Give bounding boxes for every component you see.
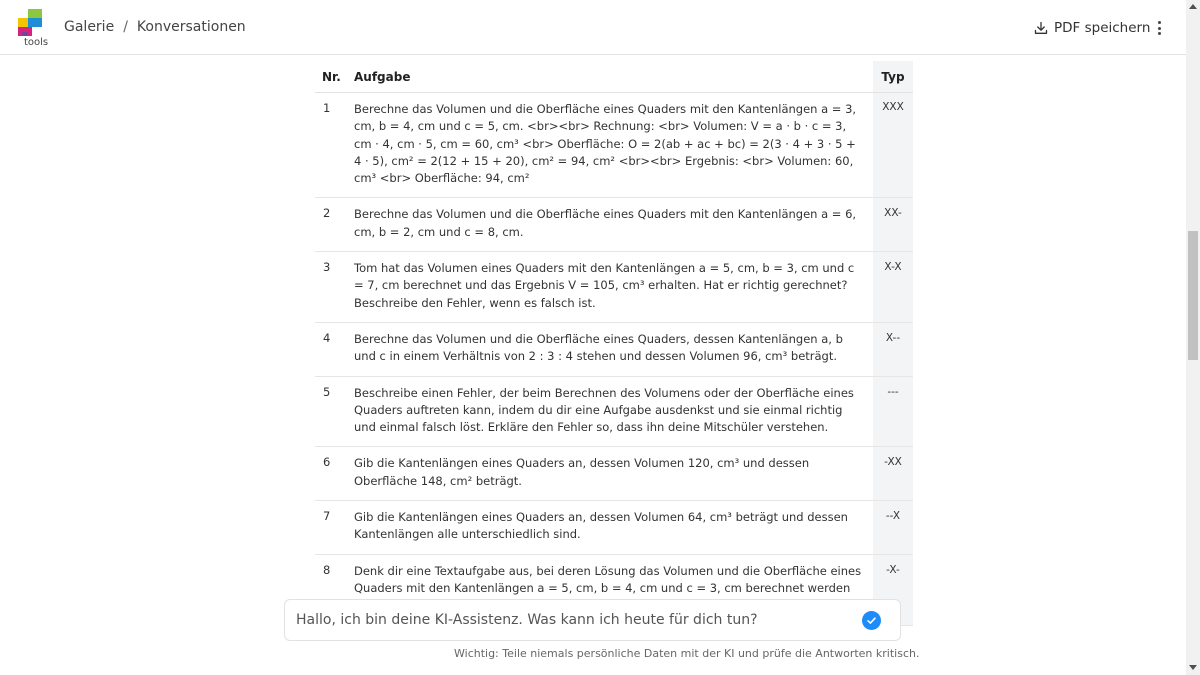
row-number: 3 [315, 252, 345, 323]
task-text: Gib die Kantenlängen eines Quaders an, dessen Volumen 64, cm³ beträgt und dessen Kantenlängen alle unterschiedlich sind. [345, 501, 873, 555]
chat-input-box [284, 599, 901, 641]
table-row [315, 322, 913, 376]
save-pdf-button[interactable] [1034, 17, 1150, 39]
task-text: Beschreibe einen Fehler, der beim Berechnen des Volumens oder der Oberfläche eines Quaders auftreten kann, indem du dir eine Aufgabe ausdenkst und sie einmal richtig und einmal falsch löst. Erkläre den Fehler so, dass ihn deine Mitschüler verstehen. [345, 376, 873, 447]
task-table-container [315, 61, 913, 595]
table-row [315, 198, 913, 252]
task-table [315, 61, 913, 626]
task-type: XX- [873, 198, 913, 252]
row-number: 2 [315, 198, 345, 252]
logo-square-purple [22, 32, 28, 36]
breadcrumb [64, 19, 246, 35]
task-text: Gib die Kantenlängen eines Quaders an, dessen Volumen 120, cm³ und dessen Oberfläche 148, cm² beträgt. [345, 447, 873, 501]
breadcrumb-separator: / [123, 19, 128, 35]
column-header-nr: Nr. [315, 61, 345, 93]
task-type: XXX [873, 93, 913, 198]
row-number: 5 [315, 376, 345, 447]
table-row [315, 376, 913, 447]
column-header-type: Typ [873, 61, 913, 93]
table-row [315, 93, 913, 198]
task-text: Tom hat das Volumen eines Quaders mit den Kantenlängen a = 5, cm, b = 3, cm und c = 7, cm berechnet und das Ergebnis V = 105, cm³ erhalten. Hat er richtig gerechnet? Beschreibe den Fehler, wenn es falsch ist. [345, 252, 873, 323]
task-type: -X- [873, 554, 913, 625]
row-number: 1 [315, 93, 345, 198]
download-icon [1034, 21, 1048, 35]
task-type: X-X [873, 252, 913, 323]
chat-input[interactable] [296, 600, 856, 640]
row-number: 8 [315, 554, 345, 625]
table-row [315, 252, 913, 323]
privacy-disclaimer: Wichtig: Teile niemals persönliche Daten mit der KI und prüfe die Antworten kritisch. [454, 647, 920, 660]
logo-square-green [28, 9, 42, 18]
task-type: --X [873, 501, 913, 555]
column-header-task: Aufgabe [345, 61, 873, 93]
task-text: Denk dir eine Textaufgabe aus, bei deren Lösung das Volumen und die Oberfläche eines Quaders mit den Kantenlängen a = 5, cm, b = 4, cm und c = 3, cm berechnet werden [345, 554, 873, 625]
scroll-down-arrow-icon[interactable] [1189, 665, 1197, 670]
more-options-icon[interactable] [1152, 17, 1166, 39]
page-scrollbar[interactable] [1186, 0, 1200, 675]
task-type: -XX [873, 447, 913, 501]
save-pdf-label: PDF speichern [1054, 20, 1151, 36]
table-header-row [315, 61, 913, 93]
logo-square-yellow [18, 18, 28, 27]
task-type: X-- [873, 322, 913, 376]
task-text: Berechne das Volumen und die Oberfläche eines Quaders mit den Kantenlängen a = 6, cm, b = 2, cm und c = 8, cm. [345, 198, 873, 252]
row-number: 7 [315, 501, 345, 555]
scroll-up-arrow-icon[interactable] [1189, 4, 1197, 9]
task-text: Berechne das Volumen und die Oberfläche eines Quaders mit den Kantenlängen a = 3, cm, b = 4, cm und c = 5, cm. <br><br> Rechnung: <br> Volumen: V = a · b · c = 3, cm · 4, cm · 5, cm = 60, cm³ <br> Oberfläche: O = 2(ab + ac + bc) = 2(3 · 4 + 3 · 5 + 4 · 5), cm² = 2(12 + 15 + 20), cm² = 94, cm² <br><br> Ergebnis: <br> Volumen: 60, cm³ <br> Oberfläche: 94, cm² [345, 93, 873, 198]
logo-square-blue [28, 18, 42, 27]
table-row [315, 501, 913, 555]
task-text: Berechne das Volumen und die Oberfläche eines Quaders, dessen Kantenlängen a, b und c in einem Verhältnis von 2 : 3 : 4 stehen und dessen Volumen 96, cm³ beträgt. [345, 322, 873, 376]
breadcrumb-konversationen: Konversationen [136, 19, 246, 35]
check-icon [866, 615, 877, 626]
breadcrumb-galerie[interactable]: Galerie [64, 19, 115, 35]
row-number: 6 [315, 447, 345, 501]
send-button[interactable] [862, 611, 881, 630]
task-type: --- [873, 376, 913, 447]
top-bar [0, 0, 1186, 55]
scrollbar-thumb[interactable] [1188, 231, 1198, 360]
row-number: 4 [315, 322, 345, 376]
logo-text: tools [24, 37, 49, 48]
table-row [315, 447, 913, 501]
